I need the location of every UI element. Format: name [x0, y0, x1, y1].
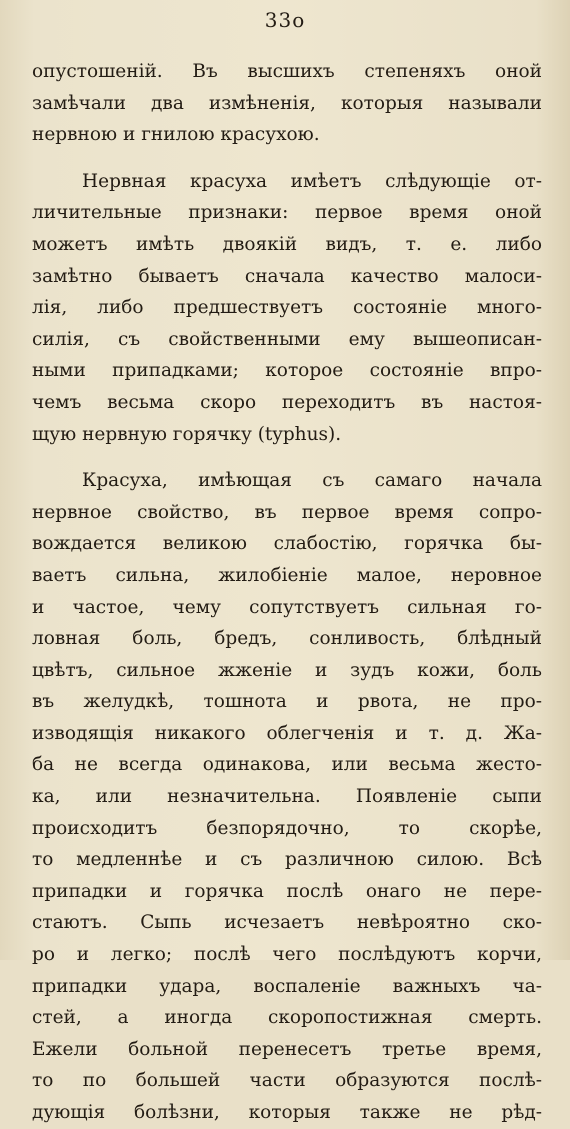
text-line: опустошеній. Въ высшихъ степеняхъ оной [32, 61, 542, 82]
text-line: ваетъ сильна, жилобіеніе малое, неровное [32, 564, 542, 586]
text-line: Красуха, имѣющая съ самаго начала [82, 470, 542, 492]
text-line: чемъ весьма скоро переходитъ въ настоя- [32, 391, 542, 413]
text-line: и частое, чему сопутствуетъ сильная го- [32, 596, 542, 618]
text-line: можетъ имѣть двоякій видъ, т. е. либо [32, 233, 542, 255]
text-line: ка, или незначительна. Появленіе сыпи [32, 786, 542, 808]
text-line: вождается великою слабостію, горячка бы- [32, 533, 542, 555]
text-line: стей, а иногда скоропостижная смерть. [32, 1007, 542, 1029]
text-line: замѣтно бываетъ сначала качество малоси- [32, 265, 542, 287]
text-line: нервною и гнилою красухою. [32, 124, 320, 146]
text-line: лія, либо предшествуетъ состояніе многo- [32, 297, 542, 319]
text-line: личительные признаки: первое время оной [32, 202, 542, 224]
paragraph [32, 56, 542, 151]
text-line: то по большей части образуются послѣ- [32, 1070, 542, 1092]
text-line: происходитъ безпорядочно, то скорѣе, [32, 817, 542, 839]
text-line: ловная боль, бредъ, сонливость, блѣдный [32, 628, 542, 650]
text-line: изводящія никакого облегченія и т. д. Жа- [32, 722, 542, 744]
text-line: щую нервную горячку (typhus). [32, 423, 342, 445]
text-line: силія, съ свойственными ему вышеописан- [32, 328, 542, 350]
text-line: дующія болѣзни, которыя также не рѣд- [32, 1102, 542, 1123]
text-line: нервное свойство, въ первое время сопро- [32, 501, 542, 523]
text-line: припадки удара, воспаленіе важныхъ ча- [32, 975, 542, 997]
text-line: ными припадками; которое состояніе впро- [32, 360, 542, 382]
body-text [32, 56, 542, 1129]
text-line: стаютъ. Сыпь исчезаетъ невѣроятно ско- [32, 912, 542, 934]
text-line: ро и легко; послѣ чего послѣдуютъ корчи, [32, 944, 542, 966]
text-line: Ежели больной перенесетъ третье время, [32, 1038, 542, 1060]
text-line: припадки и горячка послѣ онаго не пере- [32, 880, 542, 902]
text-line: то медленнѣе и съ различною силою. Всѣ [32, 849, 542, 871]
page-number: 33о [264, 8, 306, 32]
text-line: цвѣтъ, сильное жженіе и зудъ кожи, боль [32, 659, 542, 681]
text-line: въ желудкѣ, тошнота и рвота, не про- [32, 691, 542, 713]
text-line: Нервная красуха имѣетъ слѣдующіе от- [82, 170, 542, 192]
text-line: замѣчали два измѣненія, которыя называли [32, 92, 542, 114]
paragraph [32, 465, 542, 1128]
paragraph [32, 166, 542, 450]
text-line: ба не всегда одинакова, или весьма жесто- [32, 754, 542, 776]
